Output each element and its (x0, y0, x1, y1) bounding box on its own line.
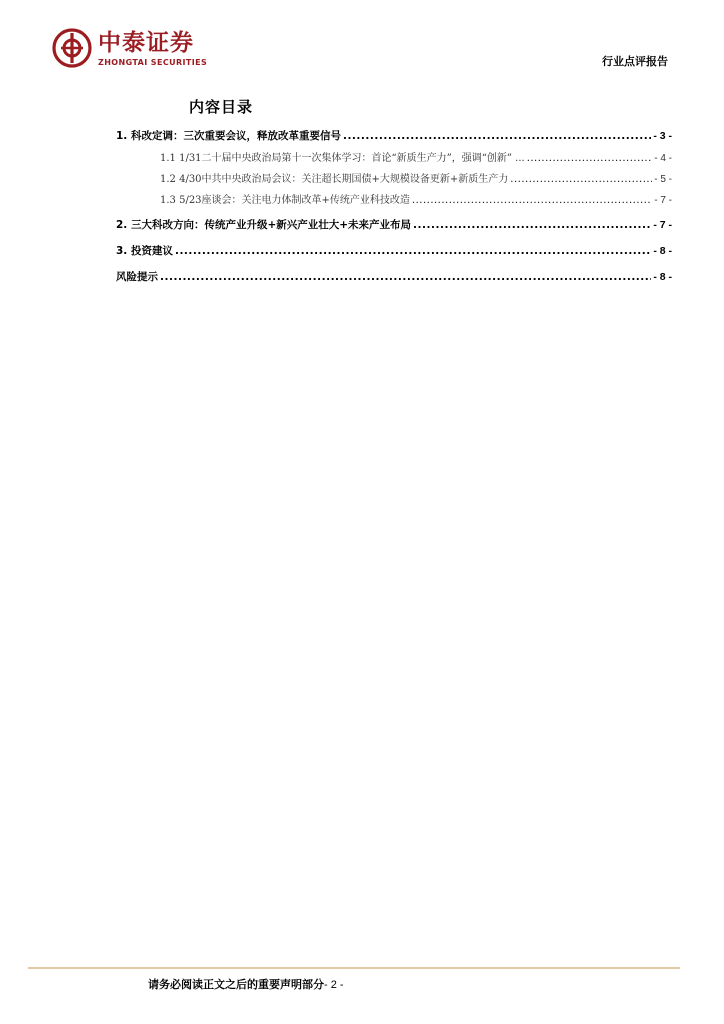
company-logo-text (98, 30, 207, 68)
toc-leader (527, 153, 653, 164)
toc-entry[interactable] (116, 217, 672, 243)
toc-entry-text: 1. 科改定调：三次重要会议，释放改革重要信号 (116, 130, 341, 142)
toc-entry-text: 1.2 4/30中共中央政治局会议：关注超长期国债+大规模设备更新+新质生产力 (160, 174, 509, 185)
page-header (0, 0, 724, 80)
toc-entry[interactable] (116, 149, 672, 170)
disclaimer-notice: 请务必阅读正文之后的重要声明部分 (148, 978, 324, 991)
toc-leader (175, 245, 651, 257)
toc-entry-text: 3. 投资建议 (116, 245, 173, 257)
toc-entry-page: - 4 - (654, 153, 672, 164)
page-number: - 2 - (324, 979, 344, 991)
page-footer (148, 976, 344, 992)
toc-entry-text: 1.3 5/23座谈会：关注电力体制改革+传统产业科技改造 (160, 195, 410, 206)
toc-entry-text: 风险提示 (116, 271, 158, 283)
toc-leader (343, 130, 651, 142)
toc-leader (510, 174, 652, 185)
toc-entry-page: - 7 - (653, 219, 672, 231)
toc-entry-page: - 7 - (654, 195, 672, 206)
toc-entry[interactable] (116, 269, 672, 290)
company-name-cn: 中泰证券 (98, 30, 194, 56)
toc-entry[interactable] (116, 128, 672, 149)
toc-leader (412, 195, 652, 206)
table-of-contents (116, 128, 672, 290)
toc-leader (413, 219, 651, 231)
toc-entry[interactable] (116, 170, 672, 191)
toc-entry[interactable] (116, 243, 672, 269)
zhongtai-logo-icon (52, 28, 92, 68)
toc-entry-page: - 8 - (653, 271, 672, 283)
toc-entry-page: - 3 - (653, 130, 672, 142)
report-type-label: 行业点评报告 (602, 55, 668, 68)
toc-entry-page: - 8 - (653, 245, 672, 257)
toc-entry-text: 2. 三大科改方向：传统产业升级+新兴产业壮大+未来产业布局 (116, 219, 412, 231)
company-name-en: ZHONGTAI SECURITIES (98, 58, 208, 67)
footer-divider (28, 967, 680, 969)
toc-entry[interactable] (116, 191, 672, 217)
toc-title: 内容目录 (189, 98, 254, 116)
toc-leader (160, 271, 651, 283)
toc-entry-text: 1.1 1/31二十届中央政治局第十一次集体学习：首论“新质生产力”，强调“创新” ... (160, 153, 525, 164)
toc-entry-page: - 5 - (654, 174, 672, 185)
